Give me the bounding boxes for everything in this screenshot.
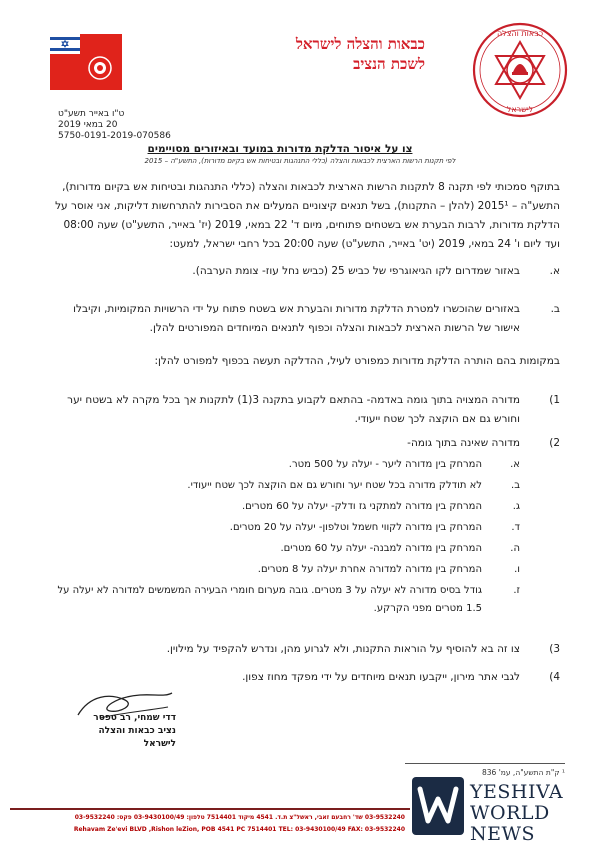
sub-condition-text: המרחק בין מדורה לקווי חשמל וטלפון- יעלה על 20 מטרים. bbox=[229, 522, 482, 533]
condition-text: מדורה שאינה בתוך גומה- bbox=[407, 437, 520, 449]
signatory-name: דדי שמחי, רב טפסר bbox=[93, 713, 176, 723]
footer-hebrew-address: 03-9532240 שד' רחבעם זאבי, ראשל"צ ת.ד. 4541 מיקוד 7514401 טלפון: 03-9430100/49 פקס: 03-9532240 bbox=[74, 814, 405, 821]
condition-label: 3) bbox=[549, 643, 560, 655]
footnote-divider bbox=[405, 763, 565, 764]
gregorian-date: 20 במאי 2019 bbox=[58, 120, 118, 130]
signature-block bbox=[66, 712, 176, 751]
sub-condition-text: המרחק בין מדורה ליער - יעלה על 500 מטר. bbox=[288, 459, 482, 470]
watermark-line: WORLD bbox=[470, 802, 550, 824]
sub-condition-item bbox=[52, 498, 560, 516]
intro-paragraph: בתוקף סמכותי לפי תקנה 8 לתקנות הרשות הארצית לכבאות והצלה (כללי התנהגות ובטיחות אש בקיום מדורות), התשע"ה – 2015¹ (להלן – התקנות), בשל תנאים קיצוניים המעלים את הסבירות להתרחשות דליקות, אני אוסר על הדלקת מדורות, לרבות הבערת אש בשטחים פתוחים, מיום ד' 22 במאי, 2019 (יז' באייר, התשע"ט) שעה 08:00 ועד ליום ו' 24 במאי, 2019 (יט' באייר, התשע"ט) שעה 20:00 בכל רחבי ישראל, למעט: bbox=[55, 181, 560, 250]
condition-label: 2) bbox=[549, 437, 560, 449]
exception-label: ב. bbox=[550, 303, 560, 315]
watermark-line: NEWS bbox=[470, 823, 536, 845]
watermark-text bbox=[470, 782, 600, 845]
sub-condition-text: המרחק בין מדורה למבנה- יעלה על 60 מטרים. bbox=[280, 543, 482, 554]
condition-text: מדורה המצויה בתוך גומה באדמה- בהתאם לקבוע בתקנה 3(1) לתקנות אך בכל מקרה לא בשטח יער וחורש גם אם הוקצה לכך שטח ייעודי. bbox=[67, 394, 520, 425]
exception-text: באזור שמדרום לקו הגיאוגרפי של כביש 25 (כביש נחל עוז- צומת הערבה). bbox=[192, 265, 520, 277]
sub-condition-item bbox=[52, 561, 560, 579]
sub-condition-item bbox=[52, 540, 560, 558]
sub-condition-label: א. bbox=[510, 459, 520, 470]
date-block bbox=[58, 109, 198, 142]
condition-label: 4) bbox=[549, 671, 560, 683]
sub-condition-item bbox=[52, 582, 560, 618]
condition-text: לגבי אתר מירון, ייקבעו תנאים מיוחדים על ידי מפקד מחוז צפון. bbox=[242, 671, 520, 683]
exception-item bbox=[52, 262, 560, 281]
sub-condition-label: ו. bbox=[514, 564, 520, 575]
sub-condition-item bbox=[52, 477, 560, 495]
condition-item bbox=[52, 434, 560, 453]
footer-divider bbox=[10, 808, 410, 810]
reference-number: 5750-0191-2019-070586 bbox=[58, 131, 171, 141]
condition-item bbox=[52, 640, 560, 659]
sub-condition-label: ד. bbox=[511, 522, 520, 533]
condition-item bbox=[52, 391, 560, 429]
office-name: לשכת הנציב bbox=[353, 55, 425, 73]
sub-condition-text: המרחק בין מדורה למדורה אחרת יעלה על 8 מטרים. bbox=[257, 564, 482, 575]
sub-condition-label: ה. bbox=[510, 543, 520, 554]
sub-condition-label: ז. bbox=[513, 585, 520, 596]
document-subtitle: לפי תקנות הרשות הארצית לכבאות והצלה (כללי התנהגות ובטיחות אש בקיום מדורות), התשע"ה – 2015 bbox=[144, 157, 456, 165]
sub-condition-label: ב. bbox=[511, 480, 520, 491]
israel-fire-flag-logo bbox=[50, 34, 122, 90]
yeshiva-world-news-logo-icon bbox=[410, 775, 466, 837]
hebrew-date: ט"ו באייר תשע"ט bbox=[58, 109, 125, 119]
sub-condition-text: המרחק בין מדורה למתקני גז ודלק- יעלה על 60 מטרים. bbox=[241, 501, 482, 512]
sub-condition-item bbox=[52, 519, 560, 537]
document-title: צו על איסור הדלקת מדורות במועד ובאיזורים מסויימים bbox=[147, 143, 413, 155]
exception-text: באזורים שהוכשרו למטרת הדלקת מדורות והבערת אש בשטח פתוח על ידי הרשויות המקומיות, וקיבלו אישור של הרשות הארצית לכבאות והצלה וכפוף לתנאים המיוחדים המפורטים להלן. bbox=[73, 303, 520, 334]
condition-label: 1) bbox=[549, 394, 560, 406]
seal-text-bottom: לישראל bbox=[506, 105, 534, 114]
exception-label: א. bbox=[549, 265, 560, 277]
seal-text-top: כבאות והצלה bbox=[496, 29, 544, 38]
footer-english-address: Rehavam Ze'evi BLVD ,Rishon leZion, POB 4541 PC 7514401 TEL: 03-9430100/49 FAX: 03-9532240 bbox=[73, 826, 405, 833]
condition-text: צו זה בא להוסיף על הוראות התקנות, ולא לגרוע מהן, ונדרש להקפיד על מילוין. bbox=[166, 643, 520, 655]
sub-condition-label: ג. bbox=[512, 501, 520, 512]
fire-rescue-seal-logo bbox=[470, 20, 570, 120]
sub-condition-item bbox=[52, 456, 560, 474]
org-name: כבאות והצלה לישראל bbox=[295, 35, 425, 53]
conditions-intro: במקומות בהם הותרה הדלקת מדורות כמפורט לעיל, ההדלקה תעשה בכפוף למפורט להלן: bbox=[154, 355, 560, 367]
sub-condition-text: גודל בסיס מדורה לא יעלה על 3 מטרים. גובה מערום חומרי הבעירה המשמשים למדורה לא יעלה על 1.5 מטרים מפני הקרקע. bbox=[57, 585, 482, 614]
sub-condition-text: לא תודלק מדורה בכל שטח יער וחורש גם אם הוקצה לכך שטח ייעודי. bbox=[187, 480, 482, 491]
watermark-line: YESHIVA bbox=[470, 781, 564, 803]
exception-item bbox=[52, 300, 560, 338]
org-header bbox=[200, 34, 425, 74]
signatory-role: נציב כבאות והצלה לישראל bbox=[98, 726, 176, 749]
footnote: ¹ ק"ת התשע"ה, עמ' 836 bbox=[481, 768, 565, 777]
